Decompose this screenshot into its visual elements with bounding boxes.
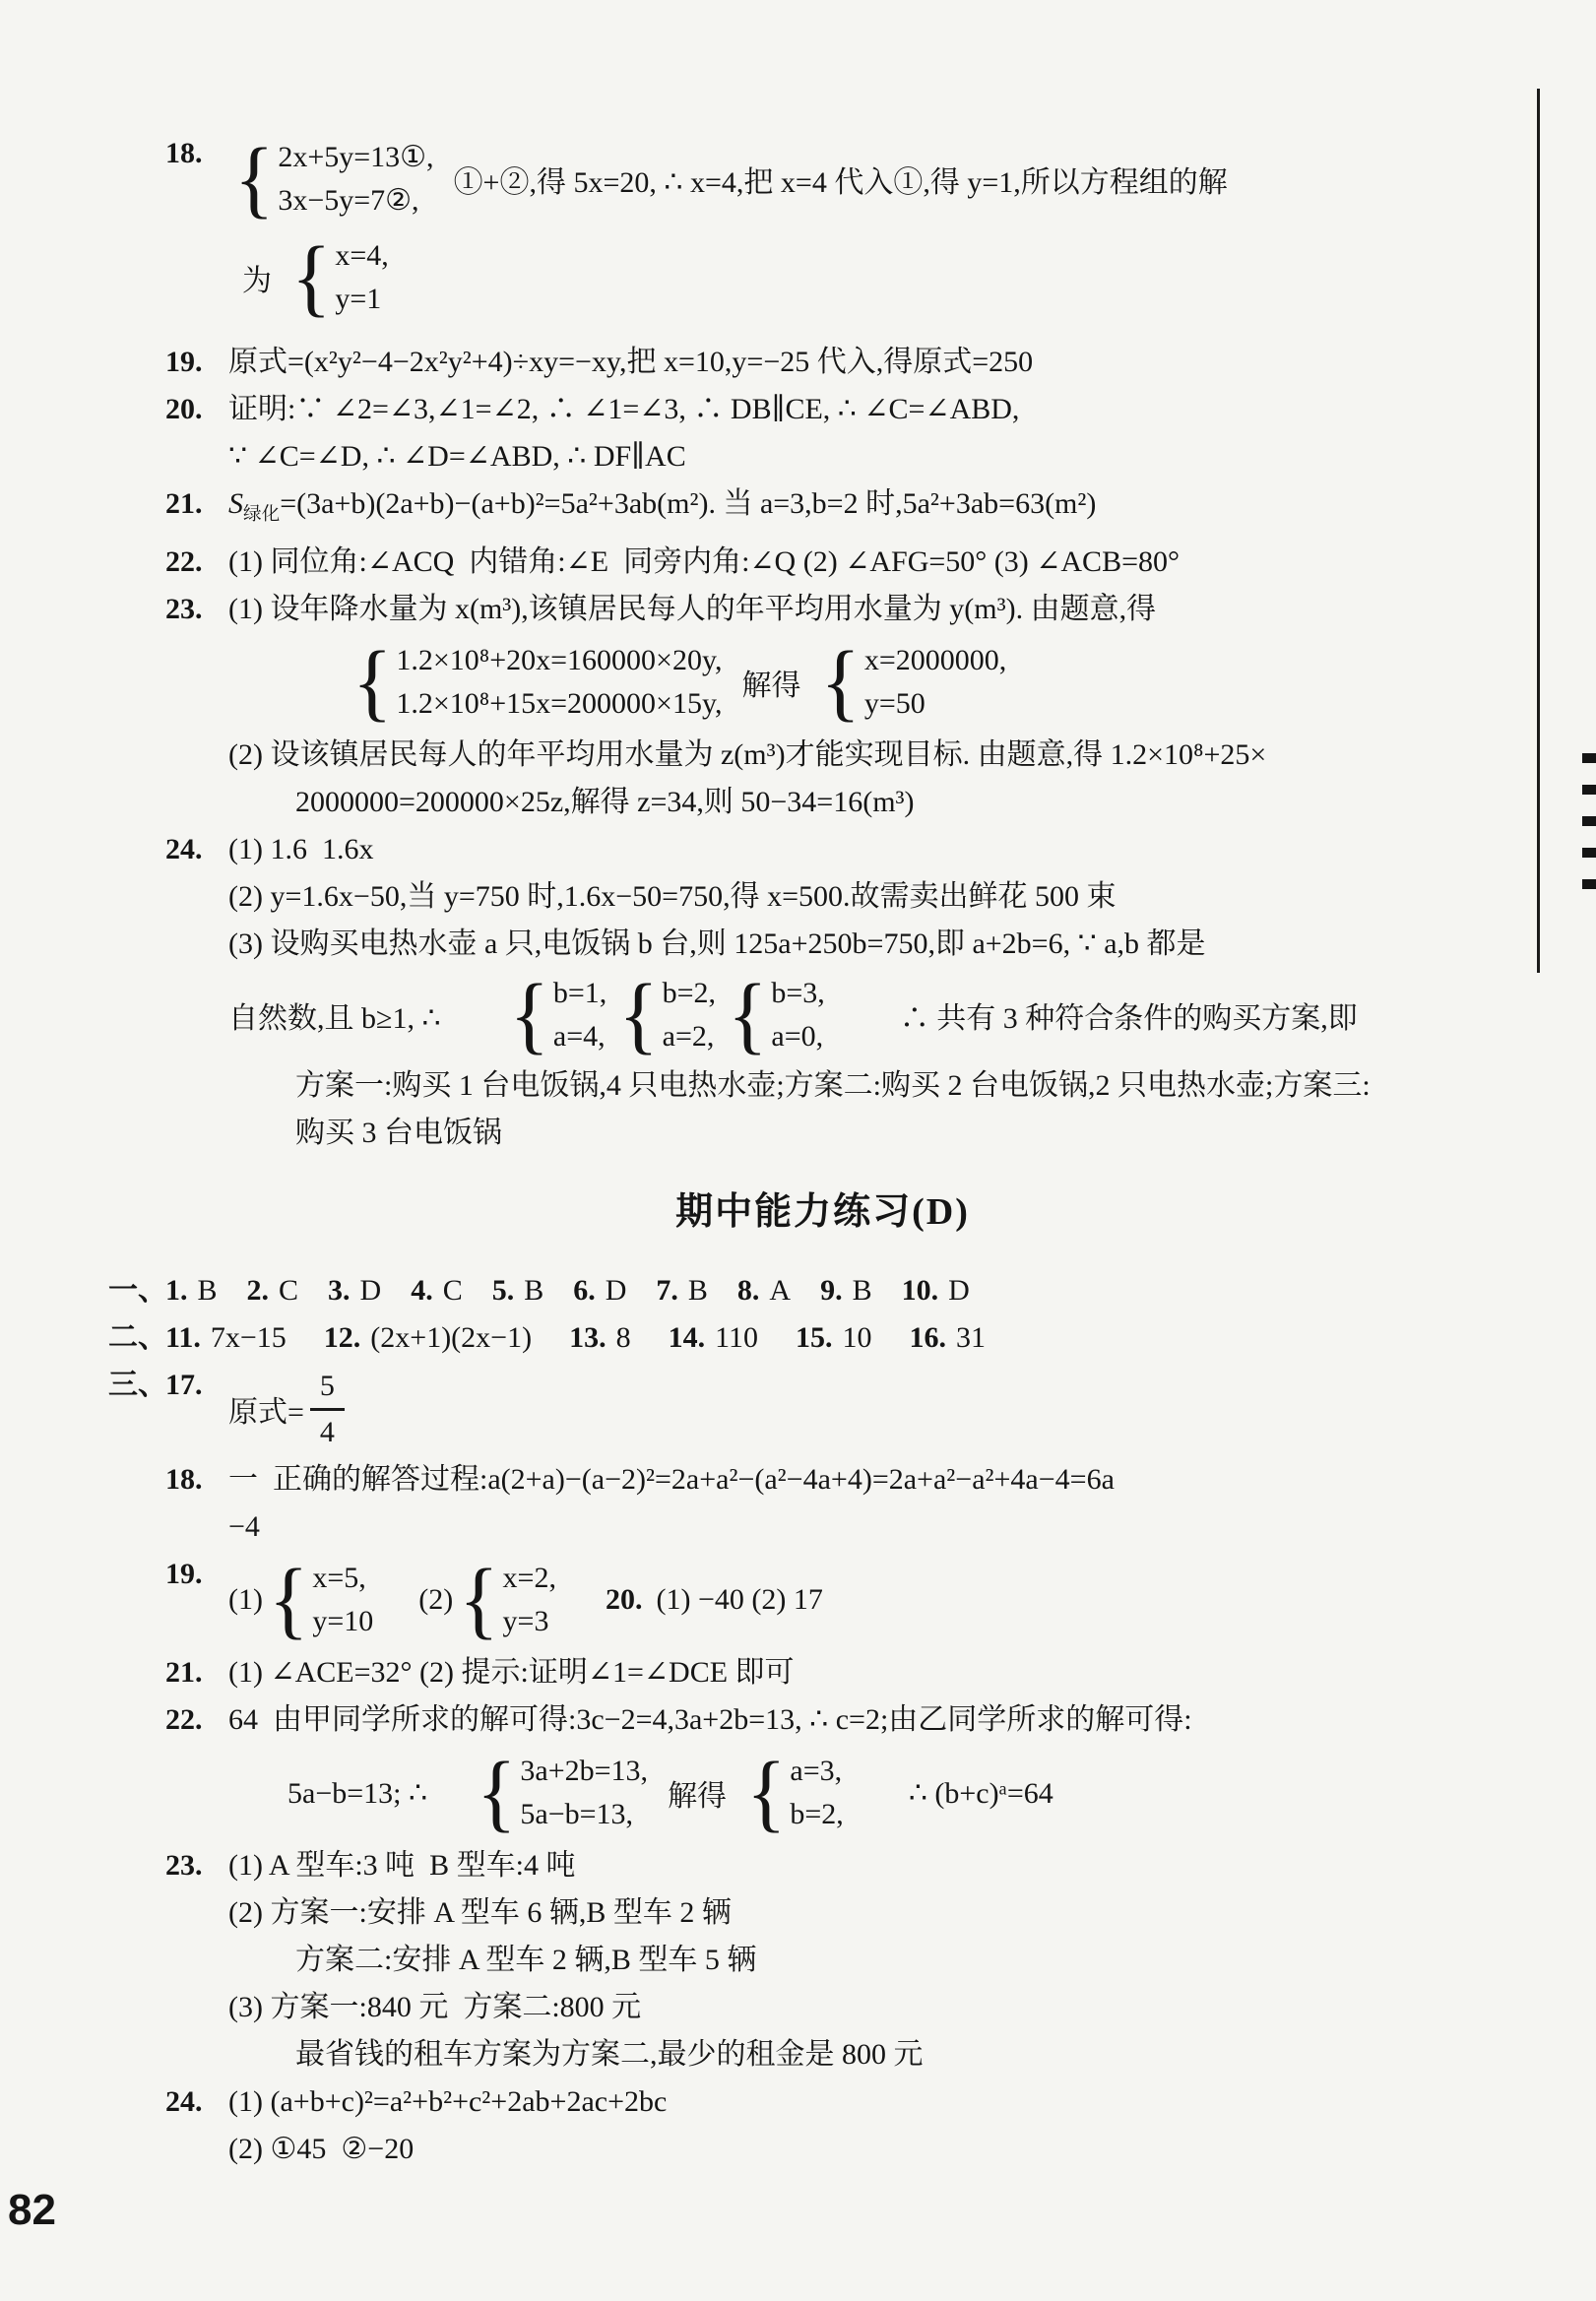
answer-item-24 — [165, 826, 1480, 1157]
question-number: 7. — [656, 1274, 678, 1307]
item-number: 21. — [165, 487, 203, 520]
solution-text: 为 — [242, 265, 272, 297]
solution-text: −4 — [228, 1510, 260, 1543]
answer-item-24b — [165, 2078, 1480, 2173]
equation-line: y=10 — [312, 1605, 374, 1637]
equation-line: 1.2×10⁸+15x=200000×15y, — [396, 687, 723, 720]
answer-value: D — [948, 1274, 970, 1307]
item-number: 19. — [165, 1558, 203, 1590]
answer-item-23 — [165, 586, 1480, 826]
question-number: 14. — [668, 1321, 706, 1354]
answer-pair — [165, 1314, 287, 1362]
answer-value: 8 — [615, 1321, 631, 1354]
answer-item-23b — [165, 1842, 1480, 2078]
equation-line: y=1 — [335, 283, 382, 315]
equation-row — [287, 1744, 1480, 1842]
answer-value: A — [769, 1274, 792, 1307]
solution-text: (2) 方案一:安排 A 型车 6 辆,B 型车 2 辆 — [228, 1896, 732, 1929]
question-number: 6. — [573, 1274, 596, 1307]
equation-line: y=50 — [863, 687, 926, 720]
item-body — [228, 130, 1480, 327]
solution-text: (1) 设年降水量为 x(m³),该镇居民每人的年平均用水量为 y(m³). 由题意,得 — [228, 593, 1157, 625]
equation-system — [509, 966, 607, 1063]
answer-value: C — [442, 1274, 463, 1307]
solution-text: 64 由甲同学所求的解可得:3c−2=4,3a+2b=13, ∴ c=2;由乙同学所求的解可得: — [228, 1703, 1192, 1736]
answer-pair — [820, 1267, 872, 1314]
answer-pair — [165, 1267, 218, 1314]
part-marker: (2) — [418, 1583, 454, 1616]
brace: { — [820, 633, 861, 731]
equation-system — [618, 966, 717, 1063]
print-mark — [1582, 816, 1596, 826]
question-number: 3. — [328, 1274, 351, 1307]
solution-text: 方案一:购买 1 台电饭锅,4 只电热水壶;方案二:购买 2 台电饭锅,2 只电热水壶;方案三: — [295, 1069, 1371, 1102]
equation-system — [459, 1551, 556, 1648]
brace: { — [268, 1551, 309, 1648]
answer-value: B — [852, 1274, 872, 1307]
choice-answers — [165, 1267, 970, 1314]
answer-pair — [411, 1267, 463, 1314]
equation-line: a=2, — [662, 1020, 715, 1053]
question-number: 8. — [736, 1274, 760, 1307]
equation-line: b=2, — [790, 1798, 844, 1830]
item-number: 24. — [165, 2085, 203, 2118]
question-number: 9. — [820, 1274, 843, 1307]
item-number: 21. — [165, 1656, 203, 1689]
answer-item-22 — [165, 539, 1480, 586]
answer-item-17 — [108, 1362, 1480, 1456]
solution-text: 最省钱的租车方案为方案二,最少的租金是 800 元 — [295, 2038, 924, 2071]
answer-pair — [669, 1314, 758, 1362]
formula-text: =(3a+b)(2a+b)−(a+b)²=5a²+3ab(m²). 当 a=3,b=2 时,5a²+3ab=63(m²) — [280, 487, 1097, 520]
answer-pair — [656, 1267, 708, 1314]
section-heading: 期中能力练习(D) — [675, 1191, 970, 1233]
brace: { — [477, 1744, 517, 1841]
answer-value: D — [359, 1274, 382, 1307]
equation-system — [352, 633, 723, 731]
answer-item-19b-20b — [165, 1551, 1480, 1649]
equation-line: x=5, — [312, 1562, 366, 1594]
answer-pair — [737, 1267, 791, 1314]
equation-row — [228, 1551, 1480, 1649]
item-number: 22. — [165, 1703, 203, 1736]
solution-text: ∴ 共有 3 种符合条件的购买方案,即 — [899, 1002, 1358, 1035]
solve-label: 解得 — [741, 670, 801, 702]
equation-line: a=4, — [552, 1020, 606, 1053]
item-number: 18. — [165, 1463, 203, 1496]
question-number: 13. — [569, 1321, 606, 1354]
equation-system — [234, 130, 434, 227]
answer-pair — [328, 1267, 381, 1314]
fraction-numerator: 5 — [310, 1365, 345, 1411]
equation-line: a=3, — [790, 1755, 843, 1787]
solution-text: (1) (a+b+c)²=a²+b²+c²+2ab+2ac+2bc — [228, 2085, 668, 2118]
item-number: 20. — [605, 1583, 643, 1616]
solution-text: (1) 1.6 1.6x — [228, 833, 374, 865]
equation-row — [228, 228, 1480, 327]
equation-line: 3a+2b=13, — [520, 1755, 649, 1787]
answer-item-21b — [165, 1649, 1480, 1696]
equation-line: b=2, — [662, 977, 717, 1009]
question-number: 4. — [411, 1274, 433, 1307]
brace: { — [728, 966, 768, 1063]
question-number: 10. — [901, 1274, 939, 1307]
equation-line: b=1, — [552, 977, 607, 1009]
equation-system — [820, 633, 1007, 731]
question-number: 12. — [323, 1321, 361, 1354]
solution-text: (2) y=1.6x−50,当 y=750 时,1.6x−50=750,得 x=500.故需卖出鲜花 500 束 — [228, 880, 1117, 913]
answer-item-22b — [165, 1696, 1480, 1842]
brace: { — [509, 966, 549, 1063]
equation-line: 1.2×10⁸+20x=160000×20y, — [396, 644, 723, 676]
answer-item-18 — [165, 130, 1480, 327]
equation-line: 2x+5y=13①, — [278, 141, 434, 173]
solution-text: 原式= — [228, 1396, 304, 1429]
fraction — [310, 1365, 345, 1454]
equation-line: x=2000000, — [863, 644, 1007, 676]
solution-text: 方案二:安排 A 型车 2 辆,B 型车 5 辆 — [295, 1944, 757, 1976]
answer-pair — [247, 1267, 299, 1314]
page-number: 82 — [8, 2186, 56, 2234]
equation-system — [477, 1744, 649, 1841]
solution-text: 一 正确的解答过程:a(2+a)−(a−2)²=2a+a²−(a²−4a+4)=2a+a²−a²+4a−4=6a — [228, 1463, 1115, 1496]
answer-value: B — [524, 1274, 544, 1307]
print-mark — [1582, 753, 1596, 763]
answer-pair — [492, 1267, 544, 1314]
answer-pair — [324, 1314, 532, 1362]
answer-value: (2x+1)(2x−1) — [370, 1321, 533, 1354]
solution-text: (1) ∠ACE=32° (2) 提示:证明∠1=∠DCE 即可 — [228, 1656, 795, 1689]
section-label: 三、 — [108, 1369, 167, 1401]
solution-text: (1) A 型车:3 吨 B 型车:4 吨 — [228, 1849, 576, 1882]
question-number: 11. — [165, 1321, 201, 1354]
page-divider-line — [1537, 89, 1540, 973]
solution-text: 证明:∵ ∠2=∠3,∠1=∠2, ∴ ∠1=∠3, ∴ DB∥CE, ∴ ∠C=∠ABD, — [228, 393, 1020, 425]
question-number: 16. — [909, 1321, 946, 1354]
item-number: 23. — [165, 1849, 203, 1882]
equation-line: a=0, — [771, 1020, 824, 1053]
equation-system — [291, 228, 389, 326]
answer-value: 110 — [715, 1321, 758, 1354]
answer-value: B — [197, 1274, 218, 1307]
solution-text: ∴ (b+c)ᵃ=64 — [908, 1776, 1053, 1810]
brace: { — [618, 966, 659, 1063]
fraction-denominator: 4 — [319, 1415, 335, 1448]
solution-text: ①+②,得 5x=20, ∴ x=4,把 x=4 代入①,得 y=1,所以方程组的解 — [453, 166, 1228, 199]
solution-text: 2000000=200000×25z,解得 z=34,则 50−34=16(m³) — [295, 786, 915, 818]
item-number: 17. — [165, 1369, 203, 1401]
variable-S: S — [228, 487, 243, 520]
solution-text — [228, 480, 1480, 539]
answer-item-20 — [165, 386, 1480, 480]
answer-pair — [573, 1267, 626, 1314]
subscript-label: 绿化 — [243, 504, 281, 525]
solution-text: ∵ ∠C=∠D, ∴ ∠D=∠ABD, ∴ DF∥AC — [228, 440, 686, 473]
equation-row — [347, 633, 1480, 732]
question-number: 5. — [491, 1274, 515, 1307]
item-number: 23. — [165, 593, 203, 625]
answer-pair — [902, 1267, 970, 1314]
brace: { — [746, 1744, 787, 1841]
solution-text: (3) 设购买电热水壶 a 只,电饭锅 b 台,则 125a+250b=750,即 a+2b=6, ∵ a,b 都是 — [228, 927, 1206, 960]
brace: { — [291, 228, 332, 326]
solution-text: (2) 设该镇居民每人的年平均用水量为 z(m³)才能实现目标. 由题意,得 1.2×10⁸+25× — [228, 738, 1267, 771]
fillin-answers — [165, 1314, 986, 1362]
solution-text: (1) 同位角:∠ACQ 内错角:∠E 同旁内角:∠Q (2) ∠AFG=50° (3) ∠ACB=80° — [228, 545, 1180, 578]
choice-answer-row — [108, 1267, 1480, 1314]
equation-row — [228, 968, 1480, 1062]
answer-item-21 — [165, 480, 1480, 539]
fraction-row — [228, 1362, 1480, 1456]
answer-value: 10 — [842, 1321, 872, 1354]
solve-label: 解得 — [668, 1780, 728, 1813]
equation-row — [228, 130, 1480, 228]
solution-text: (2) ①45 ②−20 — [228, 2133, 415, 2165]
solution-text: (1) −40 (2) 17 — [656, 1583, 823, 1616]
equation-system — [728, 966, 825, 1063]
item-number: 18. — [165, 137, 203, 169]
solution-text: 5a−b=13; ∴ — [287, 1776, 428, 1810]
answer-value: 31 — [955, 1321, 986, 1354]
item-number: 22. — [165, 545, 203, 578]
equation-line: y=3 — [502, 1605, 549, 1637]
fillin-answer-row — [108, 1314, 1480, 1362]
answer-value: 7x−15 — [210, 1321, 287, 1354]
answer-item-19 — [165, 339, 1480, 386]
answer-item-18b — [165, 1456, 1480, 1551]
brace: { — [352, 633, 393, 731]
equation-line: x=4, — [335, 239, 389, 272]
part-marker: (1) — [228, 1583, 263, 1616]
solution-text: (3) 方案一:840 元 方案二:800 元 — [228, 1991, 642, 2023]
print-mark — [1582, 879, 1596, 889]
question-number: 2. — [246, 1274, 270, 1307]
answer-value: C — [279, 1274, 299, 1307]
print-mark — [1582, 785, 1596, 795]
equation-system — [746, 1744, 844, 1841]
print-mark — [1582, 848, 1596, 858]
answer-pair — [796, 1314, 872, 1362]
solution-text: 购买 3 台电饭锅 — [295, 1117, 502, 1149]
solution-text: 原式=(x²y²−4−2x²y²+4)÷xy=−xy,把 x=10,y=−25 代入,得原式=250 — [228, 346, 1034, 378]
section-label: 二、 — [108, 1321, 167, 1354]
equation-line: b=3, — [771, 977, 825, 1009]
equation-line: x=2, — [502, 1562, 556, 1594]
answer-pair — [909, 1314, 986, 1362]
item-number: 24. — [165, 833, 203, 865]
equation-line: 3x−5y=7②, — [278, 184, 419, 217]
answer-value: D — [605, 1274, 627, 1307]
equation-line: 5a−b=13, — [520, 1798, 634, 1830]
equation-system — [268, 1551, 374, 1648]
answer-value: B — [687, 1274, 708, 1307]
solution-text: 自然数,且 b≥1, ∴ — [228, 1002, 441, 1035]
item-number: 20. — [165, 393, 203, 425]
section-label: 一、 — [108, 1274, 167, 1307]
brace: { — [234, 130, 275, 227]
question-number: 1. — [165, 1274, 188, 1307]
item-number: 19. — [165, 346, 203, 378]
brace: { — [459, 1551, 499, 1648]
question-number: 15. — [795, 1321, 833, 1354]
answer-pair — [569, 1314, 631, 1362]
